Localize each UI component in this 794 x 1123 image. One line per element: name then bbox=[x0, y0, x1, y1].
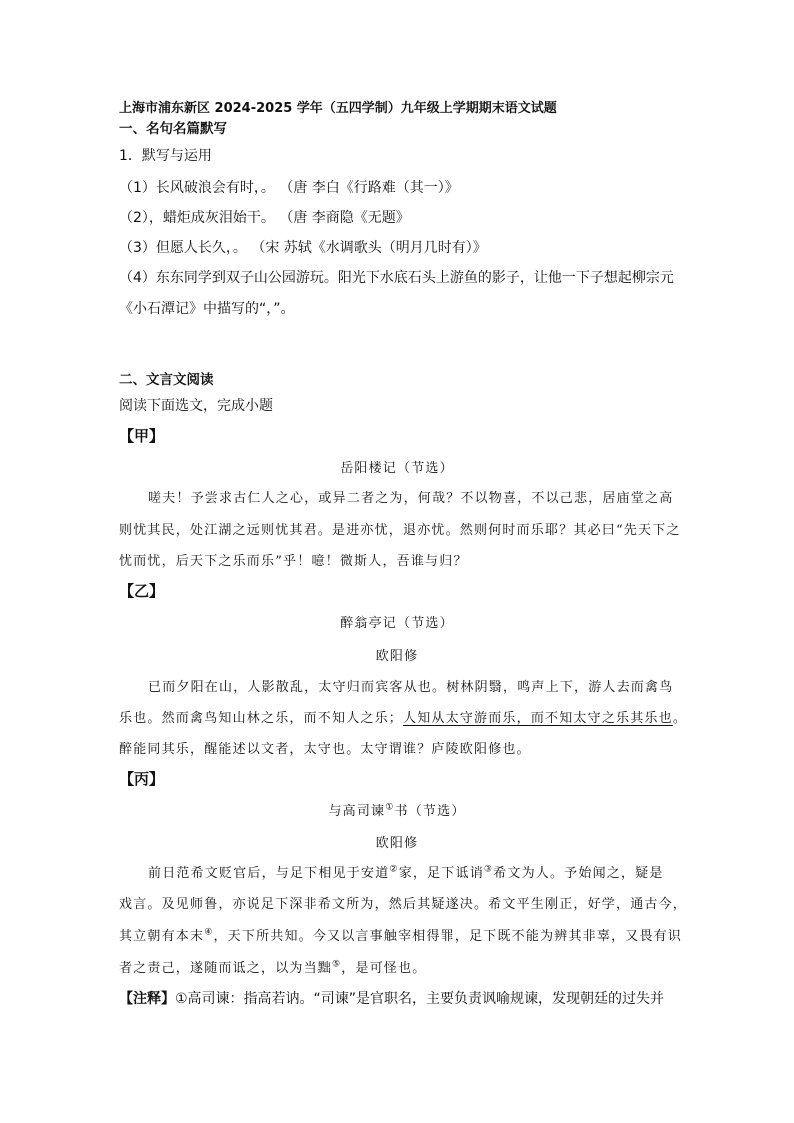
passage-yi-line-2 bbox=[119, 707, 687, 726]
passage-yi-line-3: 醉能同其乐，醒能述以文者，太守也。太守谓谁？庐陵欧阳修也。 bbox=[119, 742, 531, 757]
question-item-4-cont: 《小石潭记》中描写的“，”。 bbox=[119, 301, 295, 317]
passage-title-bing-main: 与高司谏 bbox=[328, 804, 386, 819]
passage-title-jia: 岳阳楼记（节选） bbox=[340, 461, 454, 476]
passage-label-yi: 【乙】 bbox=[119, 582, 165, 600]
passage-bing-line-1 bbox=[148, 862, 664, 881]
passage-bing-line-4-b: ，是可怪也。 bbox=[341, 961, 427, 976]
passage-bing-line-1-c: 希文为人。予始闻之，疑是 bbox=[493, 866, 664, 881]
passage-yi-line-2-pre: 乐也。然而禽鸟知山林之乐，而不知人之乐； bbox=[119, 711, 404, 726]
passage-title-bing-suffix: 书（节选） bbox=[394, 804, 466, 819]
document-title: 上海市浦东新区 2024-2025 学年（五四学制）九年级上学期期末语文试题 bbox=[119, 101, 557, 116]
passage-jia-line-1: 嗟夫！予尝求古仁人之心，或异二者之为，何哉？不以物喜，不以己悲，居庙堂之高 bbox=[148, 491, 674, 506]
passage-bing-line-3-a: 其立朝有本末 bbox=[119, 929, 205, 944]
passage-bing-line-4 bbox=[119, 957, 427, 976]
question-item-3: （3）但愿人长久，。 （宋 苏轼《水调歌头（明月几时有）》 bbox=[119, 240, 487, 256]
passage-author-yi: 欧阳修 bbox=[375, 649, 419, 664]
footnote-marker-5: ⑤ bbox=[332, 959, 342, 970]
passage-label-jia: 【甲】 bbox=[119, 427, 165, 445]
passage-yi-line-2-post: 。 bbox=[672, 711, 688, 726]
passage-bing-line-3 bbox=[119, 925, 682, 944]
passage-label-bing: 【丙】 bbox=[119, 770, 165, 788]
passage-bing-line-4-a: 者之责己，遂随而诋之，以为当黜 bbox=[119, 961, 333, 976]
footnote-marker-2: ② bbox=[389, 864, 399, 875]
question-1: 1．默写与运用 bbox=[119, 148, 212, 164]
passage-author-bing: 欧阳修 bbox=[375, 836, 419, 851]
question-item-1: （1）长风破浪会有时，。 （唐 李白《行路难（其一）》 bbox=[119, 180, 459, 196]
reading-instruction: 阅读下面选文，完成小题 bbox=[119, 398, 273, 414]
annotation-label: 【注释】 bbox=[119, 991, 175, 1007]
passage-title-bing bbox=[0, 800, 794, 819]
passage-bing-line-3-b: ，天下所共知。今又以言事触宰相得罪，足下既不能为辨其非辜，又畏有识 bbox=[213, 929, 683, 944]
question-item-4: （4）东东同学到双子山公园游玩。阳光下水底石头上游鱼的影子，让他一下子想起柳宗元 bbox=[119, 270, 674, 286]
passage-jia-line-3: 忧而忧，后天下之乐而乐”乎！噫！微斯人，吾谁与归？ bbox=[119, 554, 468, 569]
passage-title-yi: 醉翁亭记（节选） bbox=[340, 616, 454, 631]
passage-bing-line-1-a: 前日范希文贬官后，与足下相见于安道 bbox=[148, 866, 390, 881]
passage-yi-line-1: 已而夕阳在山，人影散乱，太守归而宾客从也。树林阴翳，鸣声上下，游人去而禽鸟 bbox=[148, 680, 674, 695]
passage-bing-line-1-b: 家，足下诋诮 bbox=[398, 866, 484, 881]
annotation-text: ①高司谏：指高若讷。“司谏”是官职名，主要负责讽喻规谏，发现朝廷的过失并 bbox=[175, 991, 665, 1007]
question-item-2: （2），蜡炬成灰泪始干。 （唐 李商隐《无题》 bbox=[119, 210, 410, 226]
section-heading-1: 一、名句名篇默写 bbox=[119, 121, 227, 137]
passage-jia-line-2: 则忧其民，处江湖之远则忧其君。是进亦忧，退亦忧。然则何时而乐耶？其必曰“先天下之 bbox=[119, 523, 681, 538]
underlined-sentence: 人知从太守游而乐，而不知太守之乐其乐也 bbox=[403, 711, 673, 726]
footnote-marker-4: ④ bbox=[204, 927, 214, 938]
section-heading-2: 二、文言文阅读 bbox=[119, 372, 214, 388]
footnote-marker-1: ① bbox=[385, 802, 395, 813]
annotation bbox=[119, 988, 664, 1008]
footnote-marker-3: ③ bbox=[483, 864, 494, 875]
passage-bing-line-2: 戏言。及见师鲁，亦说足下深非希文所为，然后其疑遂决。希文平生刚正，好学，通古今， bbox=[119, 897, 688, 912]
